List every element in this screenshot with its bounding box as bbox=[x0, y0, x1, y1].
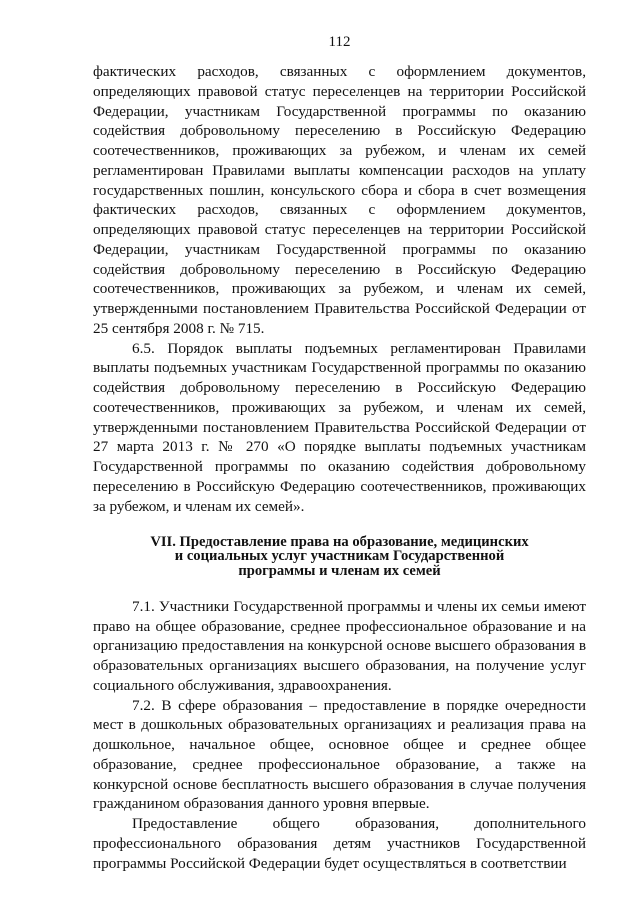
paragraph-7-2: 7.2. В сфере образования – предоставление в порядке очередности мест в дошкольных образовательных организациях и реализация права на дошкольное, начальное общее, основное общее и среднее общее образование, среднее профессиональное образование, а также на конкурсной основе бесплатность высшего образования в случае получения гражданином образования данного уровня впервые. bbox=[93, 696, 586, 813]
section-heading-line-3: программы и членам их семей bbox=[238, 562, 441, 579]
document-body bbox=[93, 62, 586, 873]
paragraph-continued-compensation-rules: фактических расходов, связанных с оформлением документов, определяющих правовой статус переселенцев на территории Российской Федерации, участникам Государственной программы по оказанию содействия добровольному переселению в Российскую Федерацию соотечественников, проживающих за рубежом, и членам их семей регламентирован Правилами выплаты компенсации расходов на уплату государственных пошлин, консульского сбора и сбора в счет возмещения фактических расходов, связанных с оформлением документов, определяющих правовой статус переселенцев на территории Российской Федерации, участникам Государственной программы по оказанию содействия добровольному переселению в Российскую Федерацию соотечественников, проживающих за рубежом, и членам их семей, утвержденными постановлением Правительства Российской Федерации от 25 сентября 2008 г. № 715. bbox=[93, 63, 586, 337]
paragraph-general-education: Предоставление общего образования, дополнительного профессионального образования детям участников Государственной программы Российской Федерации будет осуществляться в соответствии bbox=[93, 815, 586, 872]
section-heading-line-2: и социальных услуг участникам Государственной bbox=[174, 548, 505, 565]
section-heading-vii bbox=[93, 535, 586, 578]
paragraph-6-5: 6.5. Порядок выплаты подъемных регламентирован Правилами выплаты подъемных участникам Государственной программы по оказанию содействия добровольному переселению в Российскую Федерацию соотечественников, проживающих за рубежом, и членам их семей, утвержденными постановлением Правительства Российской Федерации от 27 марта 2013 г. № 270 «О порядке выплаты подъемных участникам Государственной программы по оказанию содействия добровольному переселению в Российскую Федерацию соотечественников, проживающих за рубежом, и членам их семей». bbox=[93, 339, 586, 515]
paragraph-7-1: 7.1. Участники Государственной программы и члены их семьи имеют право на общее образование, среднее профессиональное образование и на организацию предоставления на конкурсной основе высшего образования в образовательных организациях высшего образования, на получение услуг социального обслуживания, здравоохранения. bbox=[93, 597, 586, 694]
page-number: 112 bbox=[328, 34, 351, 50]
section-heading-line-1: VII. Предоставление права на образование, медицинских bbox=[150, 534, 529, 551]
